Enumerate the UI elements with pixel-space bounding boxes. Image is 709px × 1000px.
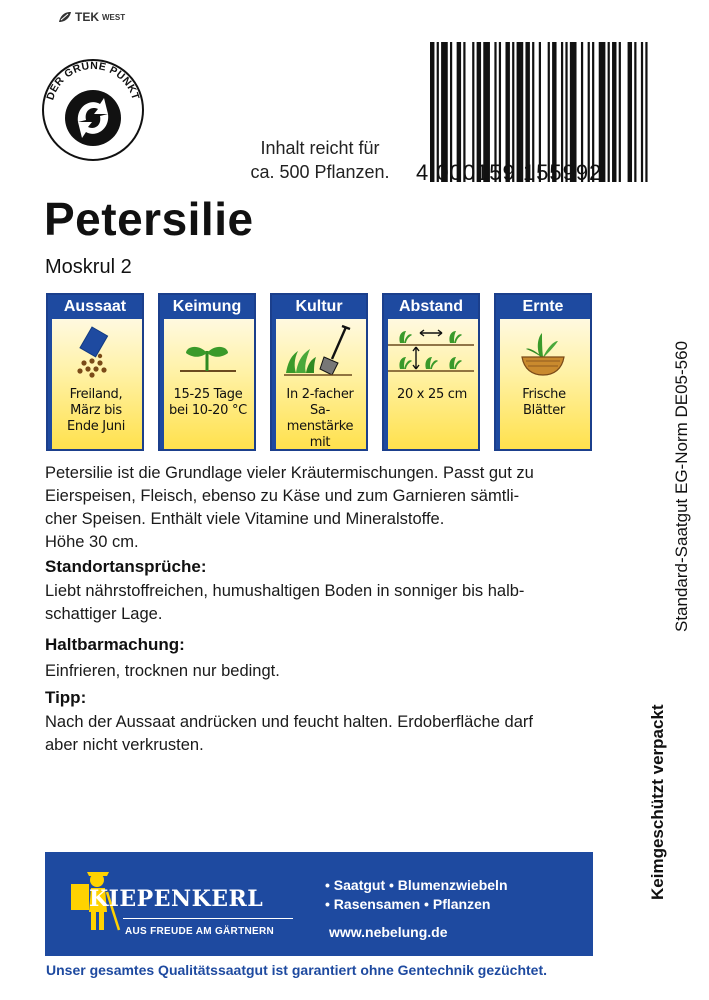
shovel-plants-icon xyxy=(272,323,366,379)
description-line-4: Höhe 30 cm. xyxy=(45,533,139,551)
card-kultur-line-1: In 2-facher Sa- xyxy=(286,387,354,418)
card-abstand-line-1: 20 x 25 cm xyxy=(397,387,467,402)
brand-slogan: AUS FREUDE AM GÄRTNERN xyxy=(125,926,275,937)
card-kultur xyxy=(270,293,368,451)
product-title: Petersilie xyxy=(44,193,254,245)
seed-packet-icon xyxy=(48,323,142,379)
tipp-line-1: Nach der Aussaat andrücken und feucht halten. Erdoberfläche darf xyxy=(45,713,533,731)
card-ernte-line-2: Blätter xyxy=(523,403,565,418)
card-abstand xyxy=(382,293,480,451)
standard-seed-note: Standard-Saatgut EG-Norm DE05-560 xyxy=(672,340,691,632)
product-range-line-2: • Rasensamen • Pflanzen xyxy=(325,896,491,912)
standort-text xyxy=(45,580,615,626)
standort-line-1: Liebt nährstoffreichen, humushaltigen Boden in sonniger bis halb- xyxy=(45,582,525,600)
haltbar-text: Einfrieren, trocknen nur bedingt. xyxy=(45,662,280,680)
brand-divider xyxy=(123,918,293,919)
card-aussaat-line-1: Freiland, xyxy=(69,387,123,402)
card-keimung-line-2: bei 10-20 °C xyxy=(169,403,247,418)
card-aussaat-line-3: Ende Juni xyxy=(66,419,126,434)
card-abstand-head: Abstand xyxy=(384,295,478,319)
tipp-line-2: aber nicht verkrusten. xyxy=(45,736,204,754)
gruener-punkt-label: DER GRÜNE PUNKT xyxy=(44,59,142,102)
card-aussaat-head: Aussaat xyxy=(48,295,142,319)
gmo-free-guarantee: Unser gesamtes Qualitätssaatgut ist garantiert ohne Gentechnik gezüchtet. xyxy=(46,962,548,978)
standort-heading: Standortansprüche: xyxy=(45,557,207,576)
card-aussaat xyxy=(46,293,144,451)
card-keimung xyxy=(158,293,256,451)
tek-text: TEK xyxy=(75,10,99,24)
card-aussaat-line-2: März bis xyxy=(70,403,122,418)
footer-band xyxy=(45,852,593,956)
card-kultur-line-2: menstärke mit xyxy=(286,419,354,450)
card-ernte-line-1: Frische xyxy=(522,387,566,402)
product-variety: Moskrul 2 xyxy=(45,256,132,278)
haltbar-heading: Haltbarmachung: xyxy=(45,635,185,654)
product-range-line-1: • Saatgut • Blumenzwiebeln xyxy=(325,877,508,893)
website-link[interactable]: www.nebelung.de xyxy=(329,924,448,940)
tipp-text xyxy=(45,711,615,757)
gruener-punkt-icon xyxy=(38,52,148,162)
sprout-icon xyxy=(160,323,254,379)
harvest-bowl-icon xyxy=(496,323,590,379)
product-description xyxy=(45,462,605,554)
leaf-icon xyxy=(58,11,72,23)
brand-name: KIEPENKERL xyxy=(89,886,264,912)
barcode-digits: 4 000159 155992 xyxy=(416,160,603,185)
standort-line-2: schattiger Lage. xyxy=(45,605,163,623)
tipp-heading: Tipp: xyxy=(45,688,87,707)
tek-suffix: WEST xyxy=(102,12,126,22)
growing-info-cards xyxy=(46,293,592,453)
description-line-1: Petersilie ist die Grundlage vieler Kräutermischungen. Passt gut zu xyxy=(45,464,534,482)
card-ernte xyxy=(494,293,592,451)
card-ernte-head: Ernte xyxy=(496,295,590,319)
content-note xyxy=(230,136,410,184)
card-kultur-head: Kultur xyxy=(272,295,366,319)
description-line-3: cher Speisen. Enthält viele Vitamine und Mineralstoffe. xyxy=(45,510,445,528)
spacing-icon xyxy=(384,323,478,379)
card-keimung-line-1: 15-25 Tage xyxy=(173,387,243,402)
tek-logo xyxy=(58,10,125,24)
description-line-2: Eierspeisen, Fleisch, ebenso zu Käse und zum Garnieren sämtli- xyxy=(45,487,520,505)
packed-note: Keimgeschützt verpackt xyxy=(648,704,667,900)
card-keimung-head: Keimung xyxy=(160,295,254,319)
product-range xyxy=(325,876,508,914)
content-note-line-2: ca. 500 Pflanzen. xyxy=(250,162,390,182)
content-note-line-1: Inhalt reicht für xyxy=(260,138,380,158)
